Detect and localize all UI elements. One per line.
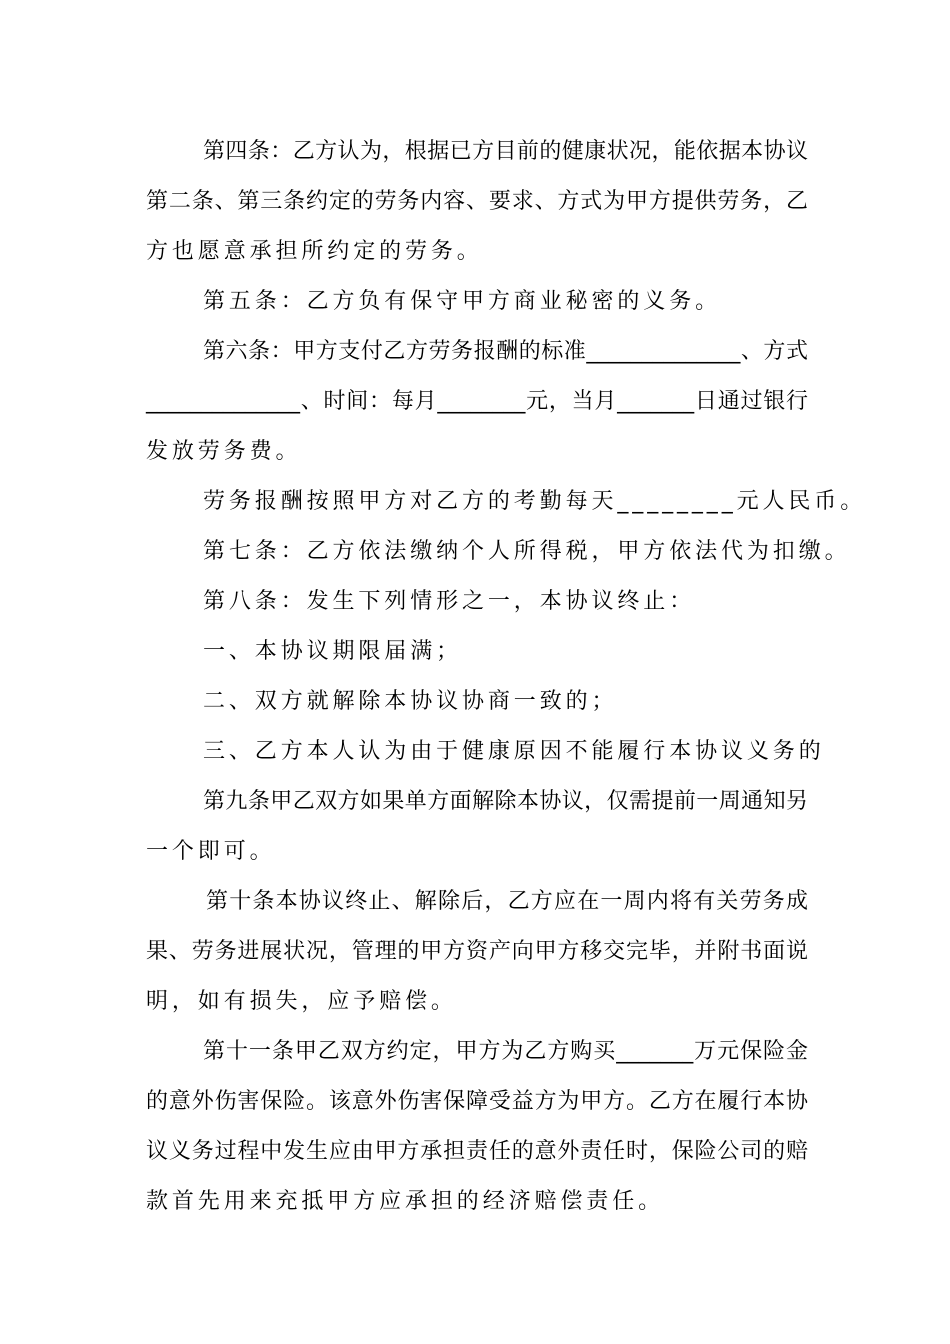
text-line: 第五条：乙方负有保守甲方商业秘密的义务。	[203, 289, 722, 314]
text-line: 二、双方就解除本协议协商一致的；	[203, 689, 618, 714]
text-line: 三、乙方本人认为由于健康原因不能履行本协议义务的	[203, 739, 825, 764]
text-line: 款首先用来充抵甲方应承担的经济赔偿责任。	[146, 1189, 665, 1214]
text-line: 一、本协议期限届满；	[203, 639, 463, 664]
text-line: 第十条本协议终止、解除后，乙方应在一周内将有关劳务成	[206, 889, 808, 914]
text-line: 发放劳务费。	[146, 439, 302, 464]
text-line: 果、劳务进展状况，管理的甲方资产向甲方移交完毕，并附书面说	[146, 939, 808, 964]
text-line: 明，如有损失，应予赔偿。	[146, 989, 457, 1014]
text-line: 议义务过程中发生应由甲方承担责任的意外责任时，保险公司的赔	[146, 1139, 808, 1164]
text-line: 第七条：乙方依法缴纳个人所得税，甲方依法代为扣缴。	[203, 539, 851, 564]
text-line: 劳务报酬按照甲方对乙方的考勤每天________元人民币。	[203, 489, 867, 514]
text-line: 第十一条甲乙双方约定，甲方为乙方购买_______万元保险金	[203, 1039, 808, 1064]
text-line: 第四条：乙方认为，根据已方目前的健康状况，能依据本协议	[203, 139, 808, 164]
text-line: ______________、时间：每月________元，当月_______日通过银行	[146, 389, 808, 414]
text-line: 第二条、第三条约定的劳务内容、要求、方式为甲方提供劳务，乙	[146, 189, 808, 214]
text-line: 一个即可。	[146, 839, 276, 864]
text-line: 的意外伤害保险。该意外伤害保障受益方为甲方。乙方在履行本协	[146, 1089, 808, 1114]
text-line: 第九条甲乙双方如果单方面解除本协议，仅需提前一周通知另	[203, 789, 808, 814]
text-line: 第六条：甲方支付乙方劳务报酬的标准______________、方式	[203, 339, 808, 364]
text-line: 第八条：发生下列情形之一，本协议终止：	[203, 589, 696, 614]
text-line: 方也愿意承担所约定的劳务。	[146, 239, 483, 264]
